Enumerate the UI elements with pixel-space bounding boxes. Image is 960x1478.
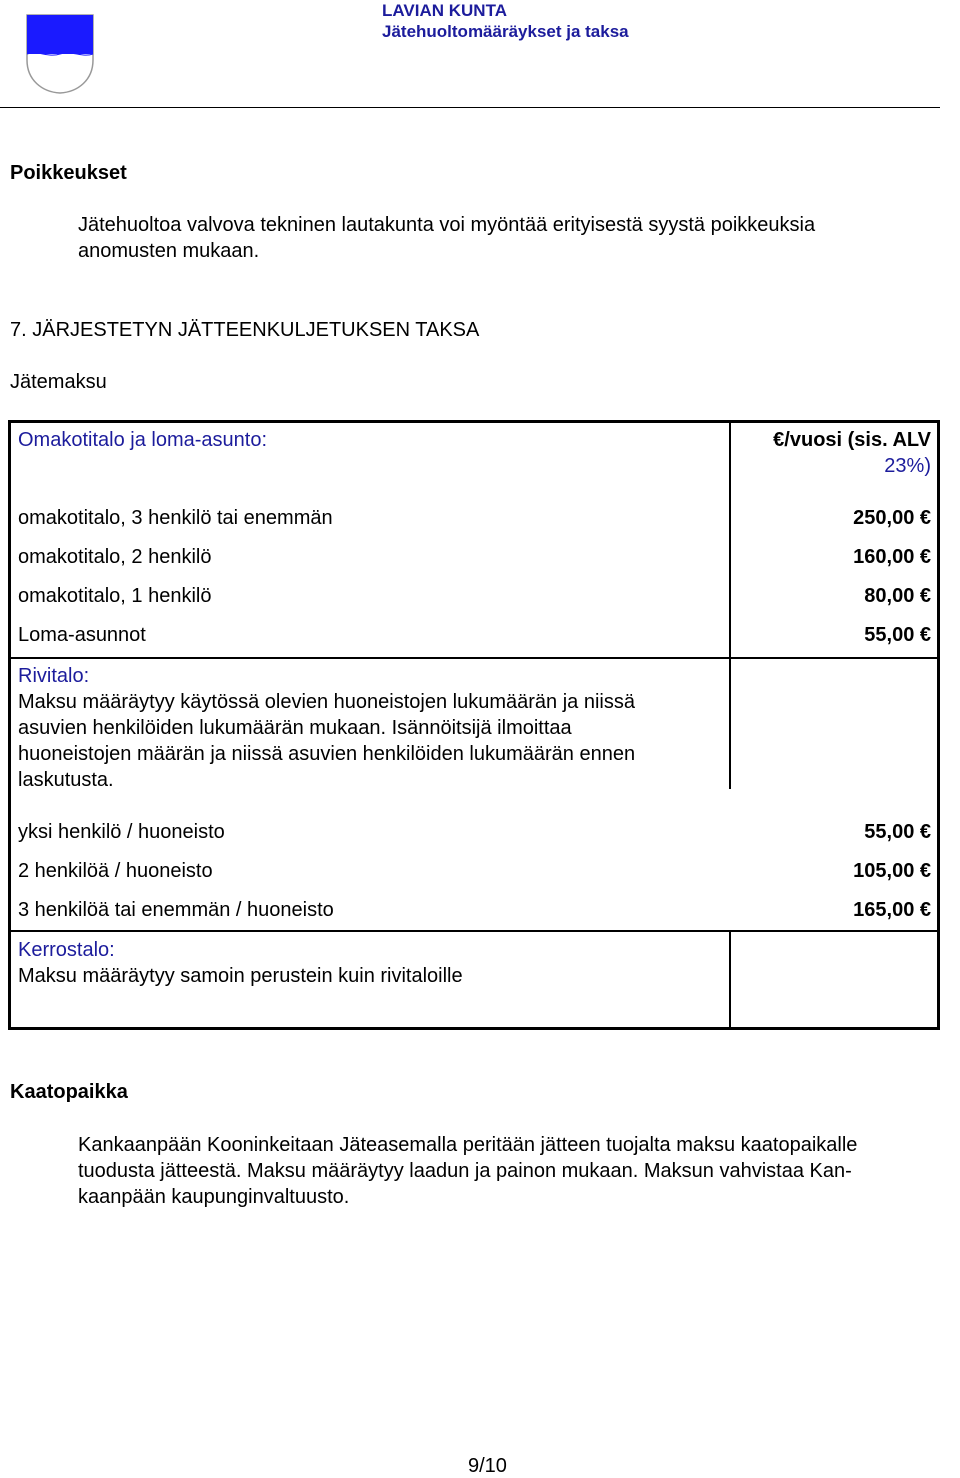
landfill-body-line-2: tuodusta jätteestä. Maksu määräytyy laadun ja painon mukaan. Maksun vahvistaa Kan- (78, 1160, 852, 1182)
table-header-right-line-1: €/vuosi (sis. ALV (773, 429, 931, 451)
exceptions-body-line-2: anomusten mukaan. (78, 240, 260, 262)
table-header-right-line-2: 23%) (884, 455, 931, 477)
table-row-divider-kerrostalo (11, 930, 937, 932)
rivitalo-description-line-2: asuvien henkilöiden lukumäärän mukaan. Isännöitsijä ilmoittaa (18, 717, 572, 739)
row-label: Loma-asunnot (18, 624, 146, 646)
row-label: yksi henkilö / huoneisto (18, 821, 225, 843)
row-amount: 55,00 € (864, 821, 931, 843)
table-column-divider-top (729, 423, 731, 659)
kerrostalo-heading: Kerrostalo: (18, 939, 115, 961)
table-row-divider-rivitalo (11, 657, 937, 659)
kerrostalo-description: Maksu määräytyy samoin perustein kuin rivitaloille (18, 965, 463, 987)
row-label: omakotitalo, 3 henkilö tai enemmän (18, 507, 333, 529)
header-document-title: Jätehuoltomääräykset ja taksa (382, 22, 629, 41)
page-number: 9/10 (468, 1455, 507, 1477)
header-divider (0, 107, 940, 108)
table-column-divider-rivitalo (729, 659, 731, 789)
municipal-crest-logo (26, 14, 94, 94)
row-amount: 165,00 € (853, 899, 931, 921)
row-amount: 80,00 € (864, 585, 931, 607)
rivitalo-description-line-1: Maksu määräytyy käytössä olevien huoneistojen lukumäärän ja niissä (18, 691, 635, 713)
exceptions-heading: Poikkeukset (10, 162, 127, 184)
row-label: omakotitalo, 1 henkilö (18, 585, 212, 607)
rivitalo-heading: Rivitalo: (18, 665, 90, 687)
row-label: 3 henkilöä tai enemmän / huoneisto (18, 899, 334, 921)
exceptions-body-line-1: Jätehuoltoa valvova tekninen lautakunta voi myöntää erityisestä syystä poikkeuksia (78, 214, 816, 236)
row-amount: 160,00 € (853, 546, 931, 568)
row-amount: 250,00 € (853, 507, 931, 529)
landfill-body-line-3: kaanpään kaupunginvaltuusto. (78, 1186, 350, 1208)
table-header-left: Omakotitalo ja loma-asunto: (18, 429, 268, 451)
table-column-divider-kerrostalo (729, 932, 731, 1027)
row-amount: 55,00 € (864, 624, 931, 646)
landfill-body-line-1: Kankaanpään Kooninkeitaan Jäteasemalla peritään jätteen tuojalta maksu kaatopaikalle (78, 1134, 858, 1156)
row-label: omakotitalo, 2 henkilö (18, 546, 212, 568)
rivitalo-description-line-4: laskutusta. (18, 769, 114, 791)
landfill-heading: Kaatopaikka (10, 1081, 128, 1103)
row-amount: 105,00 € (853, 860, 931, 882)
row-label: 2 henkilöä / huoneisto (18, 860, 213, 882)
section-title: 7. JÄRJESTETYN JÄTTEENKULJETUKSEN TAKSA (10, 319, 480, 341)
tariff-table (8, 420, 940, 1030)
rivitalo-description-line-3: huoneistojen määrän ja niissä asuvien henkilöiden lukumäärän ennen (18, 743, 636, 765)
section-subtitle: Jätemaksu (10, 371, 107, 393)
header-org-name: LAVIAN KUNTA (382, 1, 507, 20)
